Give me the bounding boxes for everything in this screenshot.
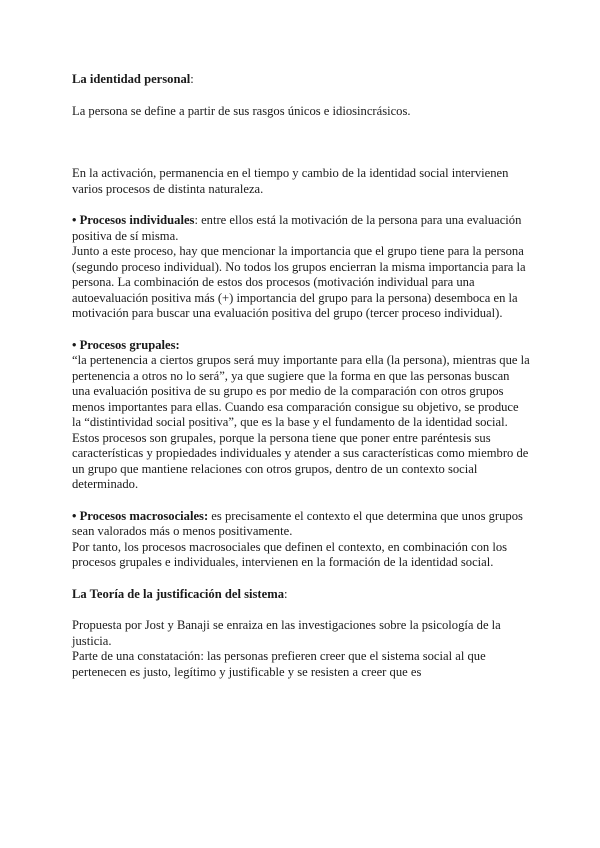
- constatacion-paragraph: Parte de una constatación: las personas prefieren creer que el sistema social al que pertenecen es justo, legítimo y justificable y se resisten a creer que es: [72, 649, 486, 679]
- heading-colon: :: [190, 72, 194, 86]
- heading-identidad-personal: [72, 72, 530, 88]
- macro-processes-text: es precisamente el contexto el que determina que unos grupos sean valorados más o menos positivamente.: [72, 508, 523, 538]
- individual-processes-title: Procesos individuales: [79, 213, 195, 227]
- spacer: [72, 493, 530, 509]
- macro-processes-continuation: Por tanto, los procesos macrosociales que definen el contexto, en combinación con los procesos grupales e individuales, intervienen en la formación de la identidad social.: [72, 539, 508, 569]
- spacer: [72, 322, 530, 338]
- group-processes-text: “la pertenencia a ciertos grupos será muy importante para ella (la persona), mientras que la pertenencia a otros no lo será”, ya que sugiere que la forma en que las personas buscan una evaluación positiva de su grupo es por medio de la comparación con otros grupos menos importantes para ellas. Cuando esa comparación consigue su objetivo, se produce la “distintividad social positiva”, que es la base y el fundamento de la identidad social. Estos procesos son grupales, porque la persona tiene que poner entre paréntesis sus características y propiedades individuales y atender a sus características como miembro de un grupo que mantiene relaciones con otros grupos, dentro de un contexto social determinado.: [72, 353, 530, 491]
- heading-title: La identidad personal: [72, 72, 191, 86]
- macro-processes-title: Procesos macrosociales:: [79, 508, 209, 523]
- spacer: [72, 197, 530, 213]
- individual-processes-continuation: Junto a este proceso, hay que mencionar la importancia que el grupo tiene para la persona (segundo proceso individual). No todos los grupos encierran la misma importancia para la persona. La combinación de estos dos procesos (motivación individual para una autoevaluación positiva más (+) importancia del grupo para la persona) desemboca en la motivación para buscar una evaluación positiva del grupo (tercer proceso individual).: [72, 244, 526, 320]
- activation-paragraph: En la activación, permanencia en el tiempo y cambio de la identidad social intervienen varios procesos de distinta naturaleza.: [72, 166, 509, 196]
- group-processes-title-line: [72, 338, 530, 354]
- heading-colon: :: [284, 586, 288, 601]
- heading-title: La Teoría de la justificación del sistema: [72, 586, 284, 601]
- bullet: •: [72, 213, 80, 227]
- individual-processes-text: : entre ellos está la motivación de la persona para una evaluación positiva de sí misma.: [72, 213, 522, 243]
- group-processes-title: Procesos grupales:: [79, 337, 180, 352]
- macro-processes-paragraph: [72, 509, 530, 540]
- bullet: •: [72, 508, 80, 523]
- heading-teoria-justificacion: [72, 587, 530, 603]
- individual-processes-paragraph: [72, 213, 530, 244]
- bullet: •: [72, 337, 80, 352]
- document-body: [72, 72, 530, 680]
- intro-paragraph: La persona se define a partir de sus rasgos únicos e idiosincrásicos.: [72, 103, 411, 118]
- spacer: [72, 119, 530, 166]
- jost-paragraph: Propuesta por Jost y Banaji se enraiza en las investigaciones sobre la psicología de la justicia.: [72, 618, 501, 648]
- spacer: [72, 571, 530, 587]
